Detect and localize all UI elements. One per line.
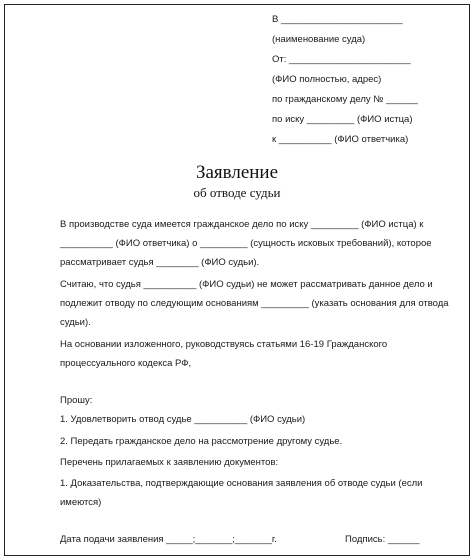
document-title: Заявление — [195, 162, 279, 183]
body-attachment-1-line2: имеются) — [60, 497, 102, 508]
header-full-name-address: (ФИО полностью, адрес) — [272, 74, 382, 85]
footer-signature: Подпись: ______ — [345, 534, 420, 545]
body-p3-line1: На основании изложенного, руководствуясь статьями 16-19 Гражданского — [60, 339, 388, 350]
header-civil-case: по гражданскому делу № ______ — [272, 94, 418, 105]
body-p2-line3: судьи). — [60, 317, 91, 328]
body-attachment-1-line1: 1. Доказательства, подтверждающие основания заявления об отводе судьи (если — [60, 478, 423, 489]
header-court-name: (наименование суда) — [272, 34, 366, 45]
body-request-1: 1. Удовлетворить отвод судье __________ (ФИО судьи) — [60, 414, 306, 425]
body-ask: Прошу: — [60, 395, 93, 406]
footer-date: Дата подачи заявления _____;_______;_______г. — [60, 534, 277, 545]
body-p2-line2: подлежит отводу по следующим основаниям _________ (указать основания для отвода — [60, 298, 449, 309]
body-p2-line1: Считаю, что судья __________ (ФИО судьи) не может рассматривать данное дело и — [60, 279, 433, 290]
body-attachments-heading: Перечень прилагаемых к заявлению документов: — [60, 457, 279, 468]
body-p1-line1: В производстве суда имеется гражданское дело по иску _________ (ФИО истца) к — [60, 219, 424, 230]
body-p3-line2: процессуального кодекса РФ, — [60, 358, 192, 369]
header-from: От: _______________________ — [272, 54, 411, 65]
header-to-court: В _______________________ — [272, 14, 403, 25]
header-claim: по иску _________ (ФИО истца) — [272, 114, 413, 125]
body-p1-line2: __________ (ФИО ответчика) о _________ (сущность исковых требований), которое — [60, 238, 432, 249]
document-subtitle: об отводе судьи — [193, 185, 281, 200]
header-against: к __________ (ФИО ответчика) — [272, 134, 409, 145]
body-request-2: 2. Передать гражданское дело на рассмотрение другому судье. — [60, 436, 343, 447]
body-p1-line3: рассматривает судья ________ (ФИО судьи). — [60, 257, 260, 268]
